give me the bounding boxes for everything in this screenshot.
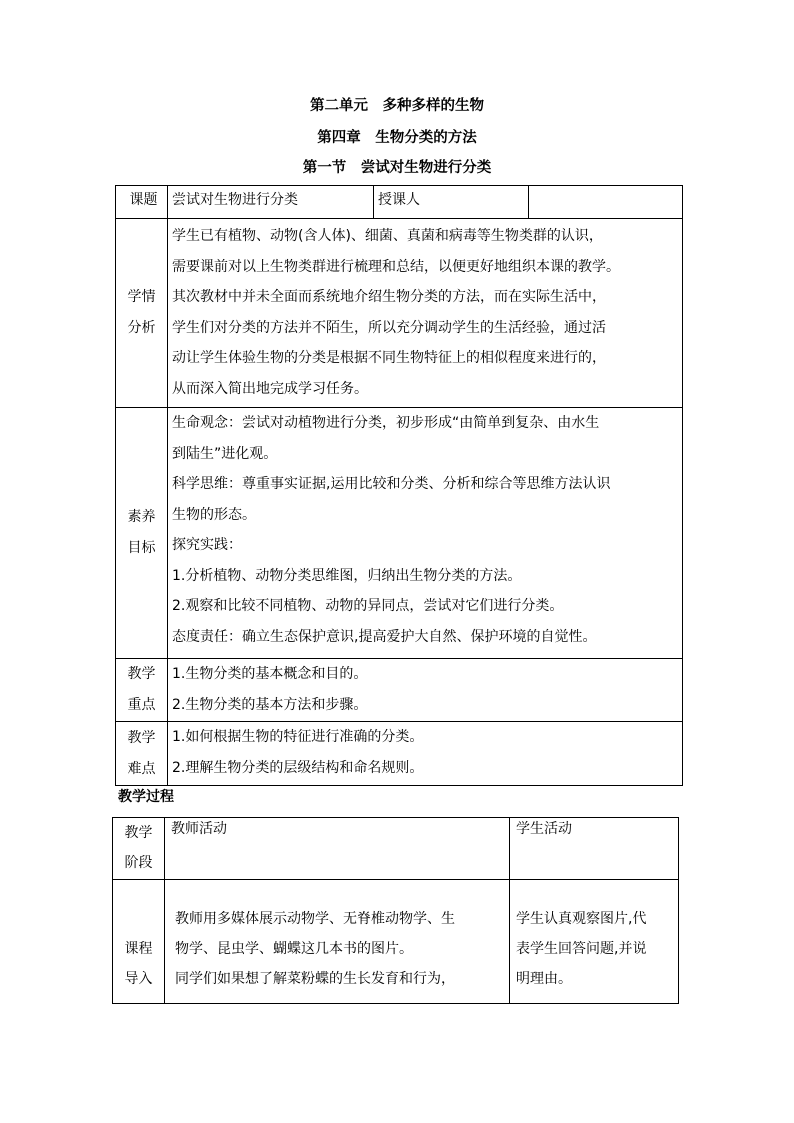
analysis-label: 学情 分析 [116,219,168,408]
text-line: 学生已有植物、动物(含人体)、细菌、真菌和病毒等生物类群的认识， [172,228,603,244]
difficulty-label: 教学 难点 [116,722,168,786]
text-line: 2.理解生物分类的层级结构和命名规则。 [172,759,424,776]
difficulty-row [116,722,683,786]
key-points-content [168,659,683,722]
text-line: 1.如何根据生物的特征进行准确的分类。 [172,729,424,745]
text-line: 1.分析植物、动物分类思维图，归纳出生物分类的方法。 [172,567,522,584]
teaching-process-heading: 教学过程 [118,789,174,805]
text-line: 到陆生”进化观。 [172,445,278,462]
text-line: 表学生回答问题,并说 [516,941,647,957]
analysis-content [168,219,683,408]
intro-row [113,880,679,1004]
text-line: 需要课前对以上生物类群进行梳理和总结，以便更好地组织本课的教学。 [172,258,620,275]
topic-label: 课题 [116,186,168,219]
key-points-row [116,659,683,722]
teaching-process-table [112,817,679,1004]
text-line: 生命观念：尝试对动植物进行分类，初步形成“由简单到复杂、由水生 [172,415,600,431]
goals-row [116,408,683,659]
text-line: 1.生物分类的基本概念和目的。 [172,666,368,682]
unit-title: 第二单元 多种多样的生物 [310,98,484,114]
text-line: 学生们对分类的方法并不陌生，所以充分调动学生的生活经验，通过活 [172,319,606,336]
text-line: 明理由。 [516,971,572,987]
text-line: 教师用多媒体展示动物学、无脊椎动物学、生 [175,911,455,927]
difficulty-content [168,722,683,786]
intro-stage-label: 课程 导入 [113,880,165,1004]
text-line: 物学、昆虫学、蝴蝶这几本书的图片。 [175,941,413,957]
teacher-activity-header: 教师活动 [165,818,510,880]
topic-value: 尝试对生物进行分类 [168,186,374,219]
text-line: 态度责任：确立生态保护意识,提高爱护大自然、保护环境的自觉性。 [172,628,597,645]
lesson-info-table [115,185,683,786]
intro-teacher-activity [165,880,510,1004]
text-line: 2.生物分类的基本方法和步骤。 [172,696,368,713]
teacher-value [529,186,683,219]
goals-label: 素养 目标 [116,408,168,659]
text-line: 探究实践： [172,537,242,553]
text-line: 从而深入简出地完成学习任务。 [172,380,368,397]
text-line: 其次教材中并未全面而系统地介绍生物分类的方法，而在实际生活中， [172,289,606,305]
key-points-label: 教学 重点 [116,659,168,722]
student-activity-header: 学生活动 [510,818,679,880]
chapter-title: 第四章 生物分类的方法 [317,130,477,146]
text-line: 生物的形态。 [172,506,256,523]
text-line: 动让学生体验生物的分类是根据不同生物特征上的相似程度来进行的， [172,350,606,366]
text-line: 同学们如果想了解菜粉蝶的生长发育和行为， [175,971,455,987]
text-line: 科学思维：尊重事实证据,运用比较和分类、分析和综合等思维方法认识 [172,476,611,492]
stage-column-header: 教学 阶段 [113,818,165,880]
process-header-row [113,818,679,880]
intro-student-activity [510,880,679,1004]
section-title: 第一节 尝试对生物进行分类 [302,160,492,176]
analysis-row [116,219,683,408]
teacher-label: 授课人 [374,186,529,219]
topic-row [116,186,683,219]
text-line: 学生认真观察图片,代 [516,911,647,927]
text-line: 2.观察和比较不同植物、动物的异同点，尝试对它们进行分类。 [172,598,564,614]
goals-content [168,408,683,659]
